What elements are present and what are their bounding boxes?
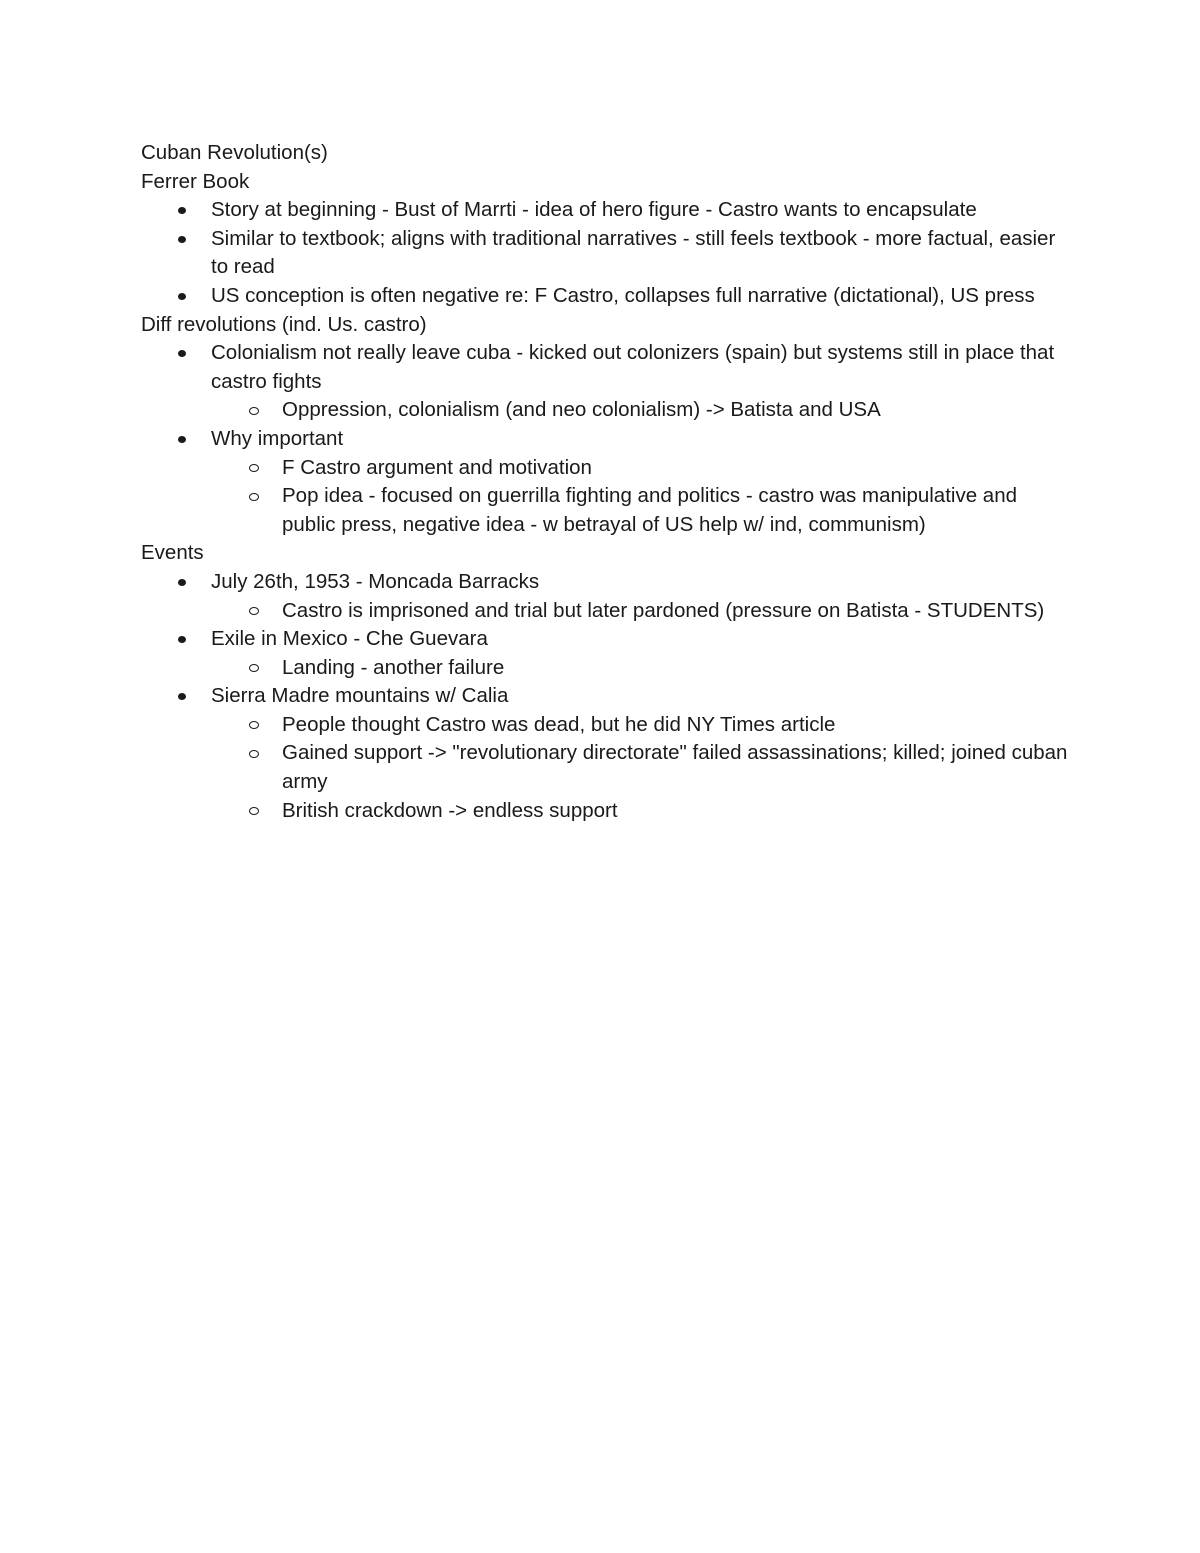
sub-bullet-item: People thought Castro was dead, but he did NY Times article bbox=[282, 711, 1071, 740]
bullet-item: US conception is often negative re: F Castro, collapses full narrative (dictational), US press bbox=[211, 282, 1071, 311]
filled-bullet-icon bbox=[178, 236, 186, 243]
filled-bullet-icon bbox=[178, 579, 186, 586]
bullet-item: Why important bbox=[211, 425, 1071, 454]
hollow-bullet-icon bbox=[249, 750, 259, 758]
filled-bullet-icon bbox=[178, 436, 186, 443]
filled-bullet-icon bbox=[178, 207, 186, 214]
hollow-bullet-icon bbox=[249, 407, 259, 415]
filled-bullet-icon bbox=[178, 636, 186, 643]
section-heading: Events bbox=[141, 541, 204, 565]
hollow-bullet-icon bbox=[249, 721, 259, 729]
sub-bullet-item: Gained support -> "revolutionary directorate" failed assassinations; killed; joined cuban army bbox=[282, 739, 1071, 796]
notes-document bbox=[141, 139, 1074, 825]
sub-bullet-item: Oppression, colonialism (and neo colonialism) -> Batista and USA bbox=[282, 396, 1071, 425]
bullet-item: Exile in Mexico - Che Guevara bbox=[211, 625, 1071, 654]
bullet-item: Similar to textbook; aligns with traditional narratives - still feels textbook - more factual, easier to read bbox=[211, 225, 1071, 282]
doc-title: Cuban Revolution(s) bbox=[141, 141, 328, 164]
bullet-item: Story at beginning - Bust of Marrti - idea of hero figure - Castro wants to encapsulate bbox=[211, 196, 1071, 225]
hollow-bullet-icon bbox=[249, 607, 259, 615]
sub-bullet-item: Landing - another failure bbox=[282, 654, 1071, 683]
bullet-item: July 26th, 1953 - Moncada Barracks bbox=[211, 568, 1071, 597]
sub-bullet-item: F Castro argument and motivation bbox=[282, 454, 1071, 483]
bullet-item: Colonialism not really leave cuba - kicked out colonizers (spain) but systems still in place that castro fights bbox=[211, 339, 1071, 396]
hollow-bullet-icon bbox=[249, 807, 259, 815]
section-heading: Diff revolutions (ind. Us. castro) bbox=[141, 312, 427, 336]
sub-bullet-item: Pop idea - focused on guerrilla fighting and politics - castro was manipulative and public press, negative idea - w betrayal of US help w/ ind, communism) bbox=[282, 482, 1071, 539]
hollow-bullet-icon bbox=[249, 664, 259, 672]
filled-bullet-icon bbox=[178, 350, 186, 357]
filled-bullet-icon bbox=[178, 293, 186, 300]
sub-bullet-item: Castro is imprisoned and trial but later pardoned (pressure on Batista - STUDENTS) bbox=[282, 597, 1071, 626]
filled-bullet-icon bbox=[178, 693, 186, 700]
bullet-item: Sierra Madre mountains w/ Calia bbox=[211, 682, 1071, 711]
section-heading: Ferrer Book bbox=[141, 169, 250, 193]
hollow-bullet-icon bbox=[249, 493, 259, 501]
sub-bullet-item: British crackdown -> endless support bbox=[282, 797, 1071, 826]
hollow-bullet-icon bbox=[249, 464, 259, 472]
